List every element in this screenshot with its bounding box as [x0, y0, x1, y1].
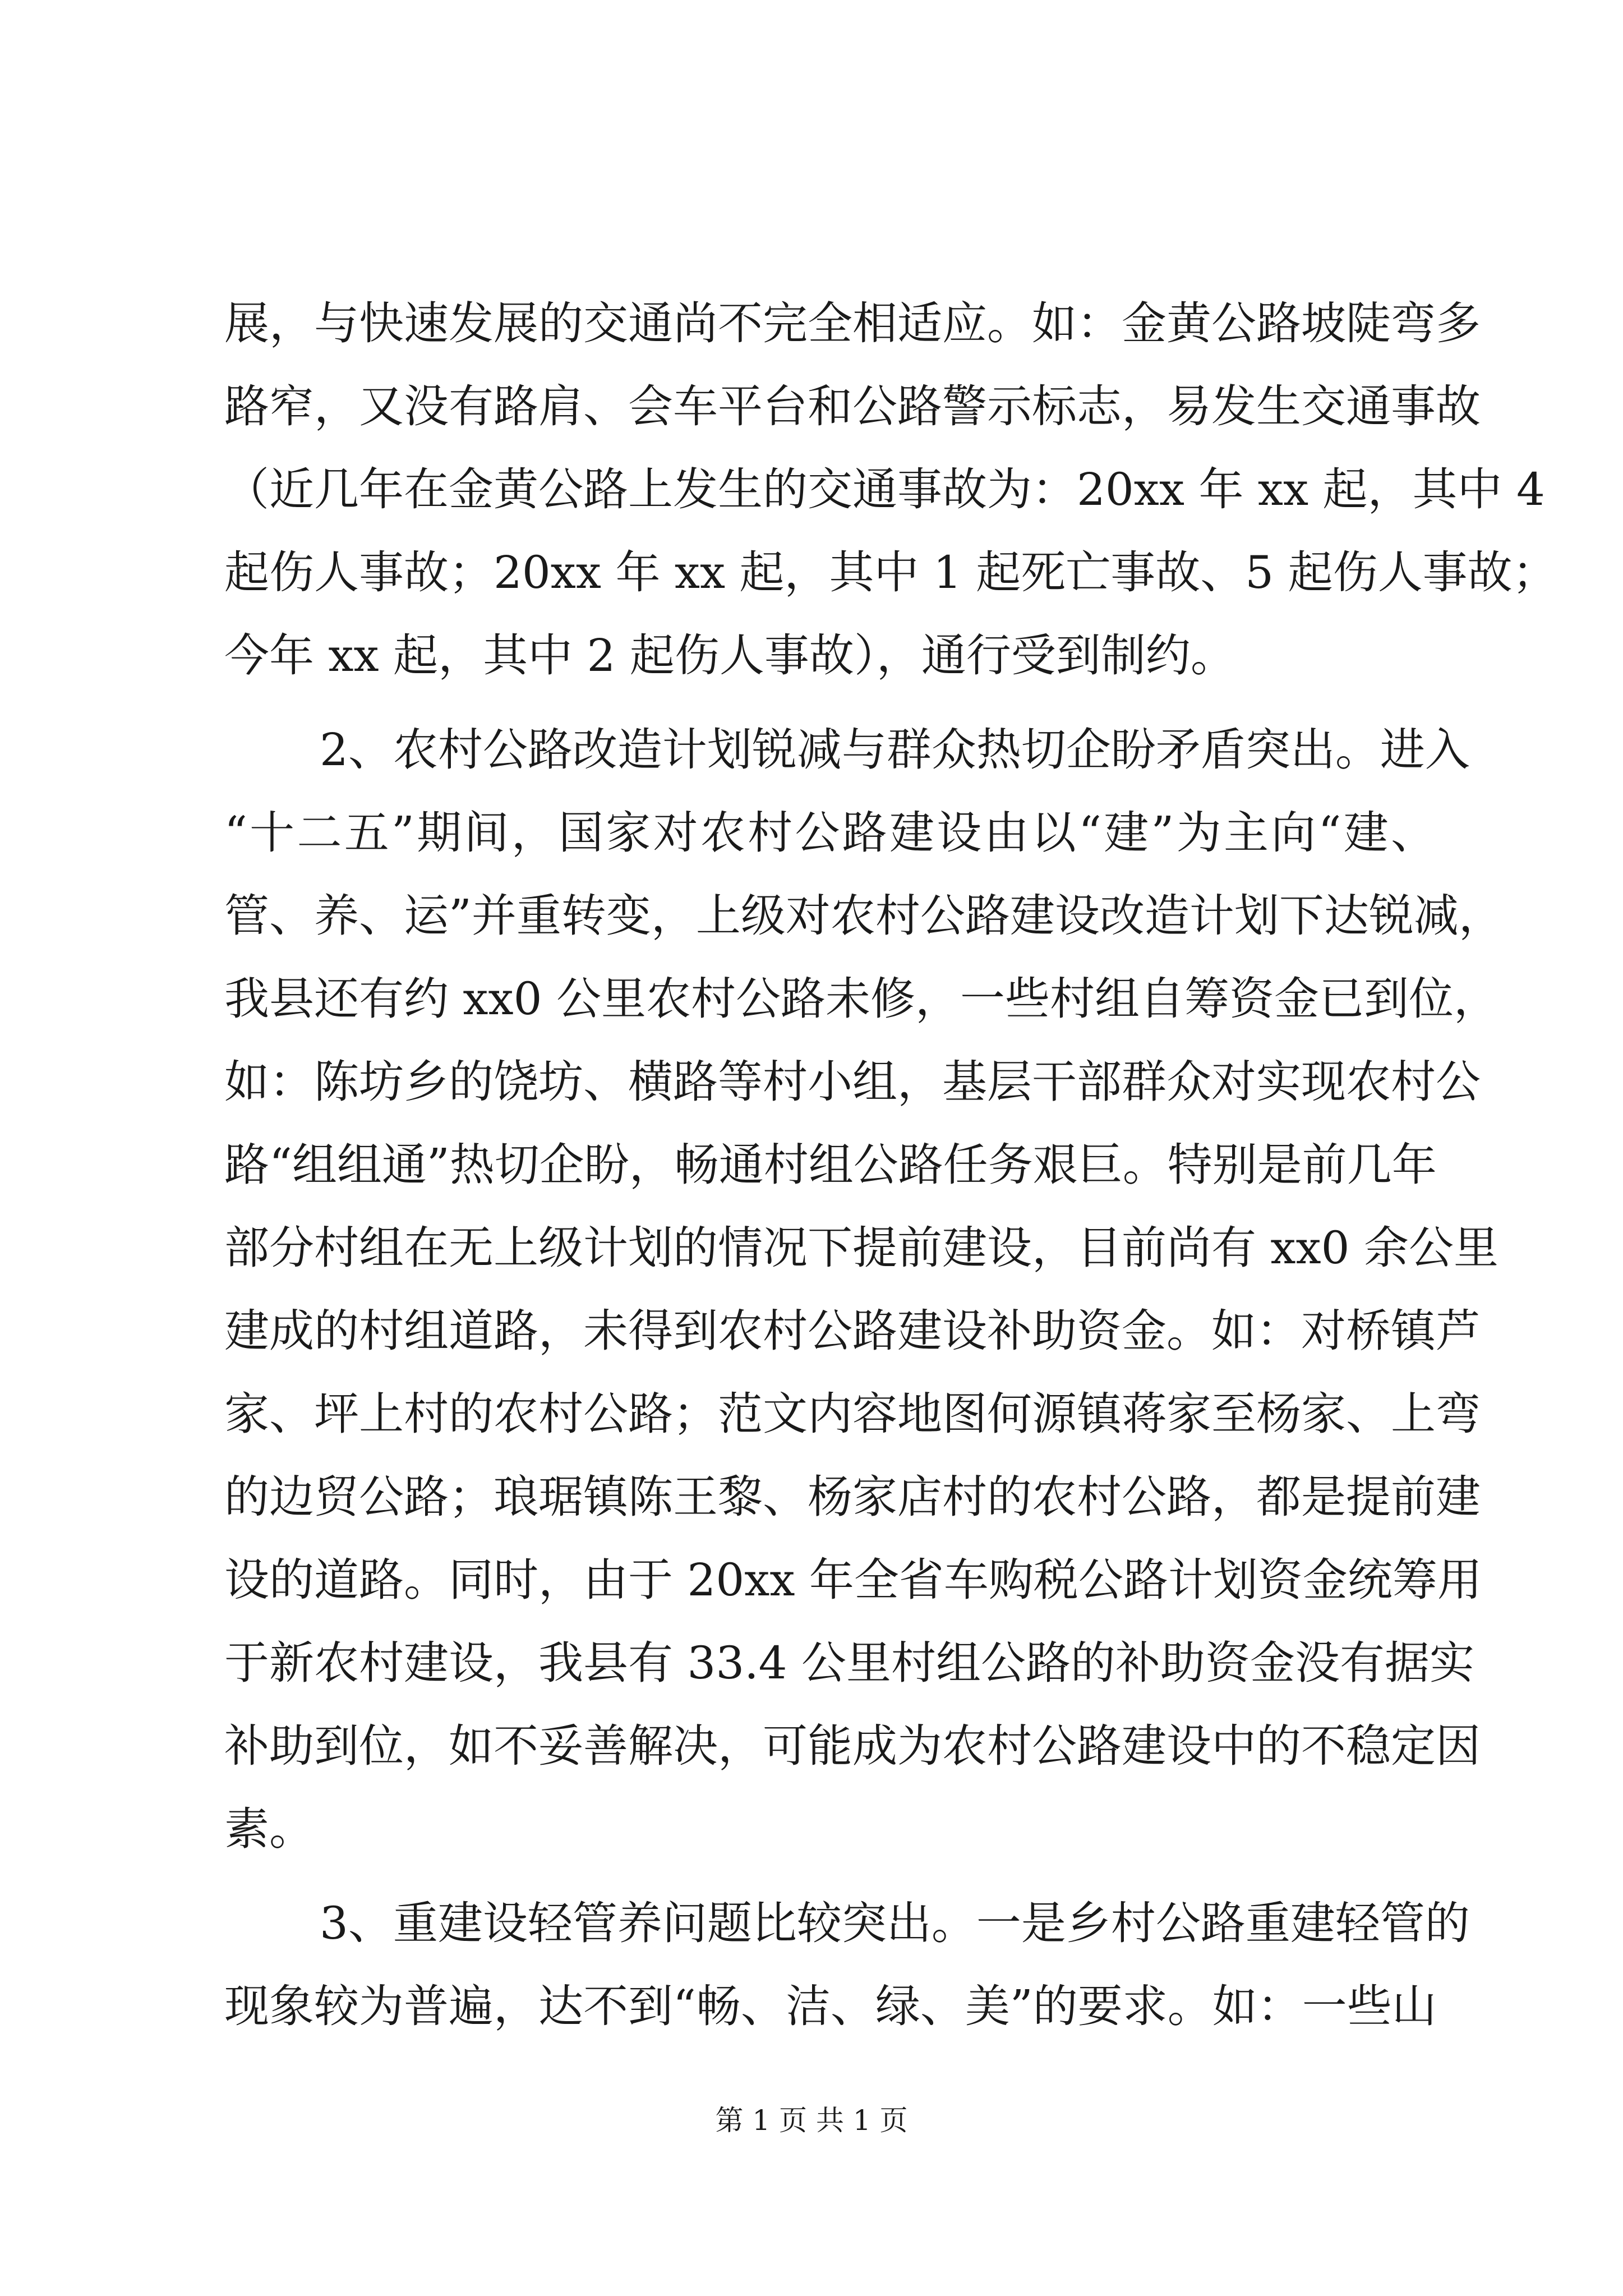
- text-line: 于新农村建设，我县有 33.4 公里村组公路的补助资金没有据实: [224, 1637, 1474, 1689]
- page-footer: 第 1 页 共 1 页: [715, 2104, 908, 2137]
- text-line: 起伤人事故；20xx 年 xx 起，其中 1 起死亡事故、5 起伤人事故；: [224, 546, 1557, 599]
- paragraph-3: [224, 1882, 1470, 2048]
- text-line: “十二五”期间，国家对农村公路建设由以“建”为主向“建、: [224, 807, 1436, 859]
- paragraph-continued: [224, 282, 1557, 697]
- text-line: 如：陈坊乡的饶坊、横路等村小组，基层干部群众对实现农村公: [224, 1056, 1481, 1108]
- text-line: 管、养、运”并重转变，上级对农村公路建设改造计划下达锐减，: [224, 890, 1504, 942]
- text-line: 3、重建设轻管养问题比较突出。一是乡村公路重建轻管的: [320, 1897, 1470, 1949]
- text-line: 路“组组通”热切企盼，畅通村组公路任务艰巨。特别是前几年: [224, 1139, 1437, 1191]
- text-line: 补助到位，如不妥善解决，可能成为农村公路建设中的不稳定因: [224, 1720, 1481, 1772]
- text-line: 家、坪上村的农村公路；范文内容地图何源镇蒋家至杨家、上弯: [224, 1388, 1481, 1440]
- text-line: （近几年在金黄公路上发生的交通事故为：20xx 年 xx 起，其中 4: [224, 463, 1545, 516]
- text-line: 部分村组在无上级计划的情况下提前建设，目前尚有 xx0 余公里: [224, 1222, 1498, 1274]
- text-line: 的边贸公路；琅琚镇陈王黎、杨家店村的农村公路，都是提前建: [224, 1471, 1481, 1523]
- text-line: 今年 xx 起，其中 2 起伤人事故），通行受到制约。: [224, 629, 1235, 682]
- text-line: 现象较为普遍，达不到“畅、洁、绿、美”的要求。如：一些山: [224, 1980, 1437, 2032]
- text-line: 2、农村公路改造计划锐减与群众热切企盼矛盾突出。进入: [320, 724, 1470, 776]
- document-body: [224, 282, 1557, 2048]
- text-line: 素。: [224, 1803, 314, 1855]
- text-line: 设的道路。同时，由于 20xx 年全省车购税公路计划资金统筹用: [224, 1554, 1482, 1606]
- text-line: 展，与快速发展的交通尚不完全相适应。如：金黄公路坡陡弯多: [224, 297, 1481, 349]
- paragraph-2: [224, 708, 1504, 1871]
- paragraph-spacer: [224, 697, 1436, 708]
- text-line: 我县还有约 xx0 公里农村公路未修，一些村组自筹资金已到位，: [224, 973, 1498, 1025]
- text-line: 路窄，又没有路肩、会车平台和公路警示标志，易发生交通事故: [224, 380, 1481, 432]
- paragraph-spacer: [224, 1871, 1436, 1882]
- text-line: 建成的村组道路，未得到农村公路建设补助资金。如：对桥镇芦: [224, 1305, 1481, 1357]
